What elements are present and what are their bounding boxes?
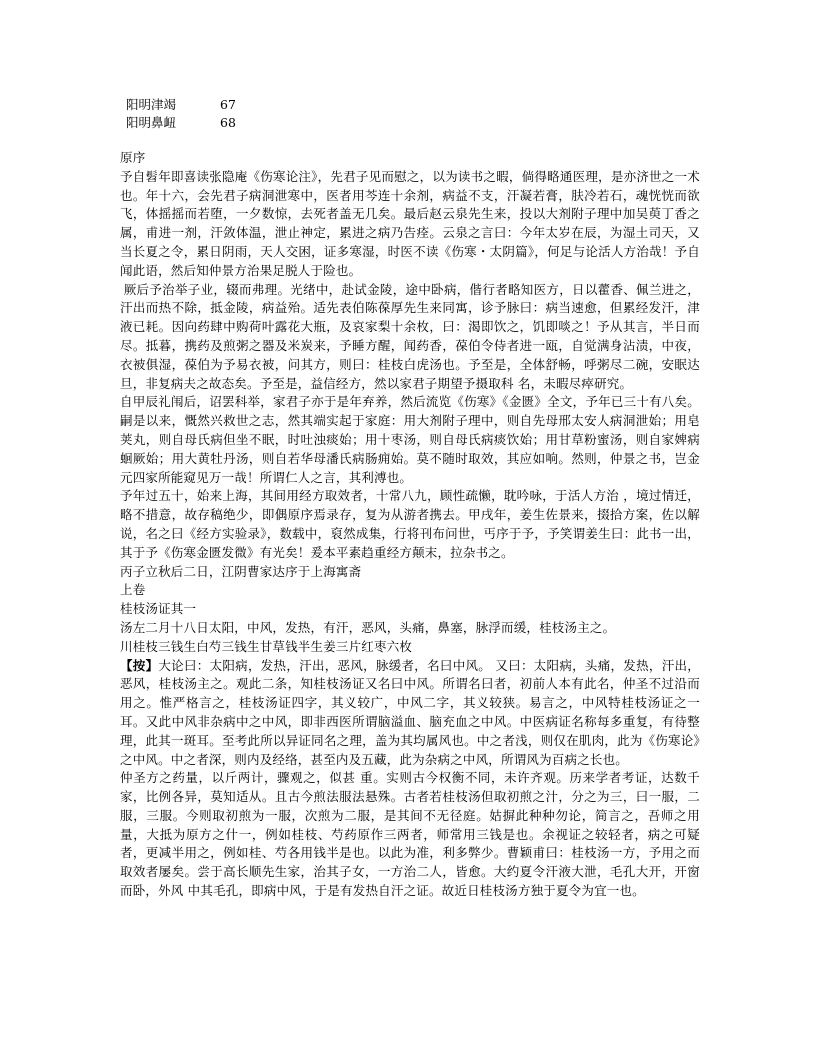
preface-paragraph: 厥后予治举子业，辍而弗理。光绪中，赴试金陵，途中卧病，偕行者略知医方，日以藿香、佩兰进之，汗出而热不除，抵金陵，病益殆。适先表伯陈葆厚先生来同寓，诊予脉曰：病当速愈，但累经发汗，津液已耗。因向药肆中购荷叶露花大瓶，及哀家梨十余枚，曰：渴即饮之，饥即啖之！予从其言，半日而尽。抵暮，携药及煎粥之器及米炭来，予睡方醒，闻药香，葆伯令侍者进一瓯，自觉满身沾渍，中夜，衣被俱湿，葆伯为予易衣被，问其方，则曰：桂枝白虎汤也。予至是，全体舒畅，呼粥尽二碗，安眠达旦，非复病夫之故态矣。予至是，益信经方，然以家君子期望予摄取科 名，未暇尽瘁研究。 (120, 281, 700, 391)
toc-entry-title: 阳明鼻衄 (126, 115, 177, 130)
note-text: 大论曰：太阳病，发热，汗出，恶风，脉缓者，名曰中风。 又曰：太阳病，头痛，发热，汗出，恶风，桂枝汤主之。观此二条，知桂枝汤证又名曰中风。所谓名曰者，初前人本有此名，仲圣不过沿而用之。惟严格言之，桂枝汤证四字，其义较广，中风二字，其义较狭。易言之，中风特桂枝汤证之一耳。又此中风非杂病中之中风，即非西医所谓脑溢血、脑充血之中风。中医病证名称每多重复，有待整理，此其一斑耳。至考此所以异证同名之理，盖为其均属风也。中之者浅，则仅在肌肉，此为《伤寒论》之中风。中之者深，则内及经络，甚至内及五藏，此为杂病之中风，所谓风为百病之长也。 (120, 657, 700, 767)
note-label: 【按】 (120, 657, 159, 673)
toc-entry-page: 68 (220, 115, 236, 130)
toc-entry-title: 阳明津竭 (126, 97, 177, 112)
preface-heading: 原序 (120, 150, 146, 165)
preface-paragraph: 予自髫年即喜读张隐庵《伤寒论注》，先君子见而慰之，以为读书之暇，倘得略通医理，是亦济世之一术也。年十六，会先君子病洞泄寒中，医者用芩连十余剂，病益不支，汗凝若膏，肤冷若石，魂恍恍而欲飞，体摇摇而若堕，一夕数惊，去死者盖无几矣。最后赵云泉先生来，投以大剂附子理中加吴萸丁香之属，甫进一剂，汗敛体温，泄止神定，累进之病乃告痊。云泉之言曰：今年太岁在辰，为湿土司天，又当长夏之令，累日阴雨，天人交困，证多寒湿，时医不读《伤寒・太阴篇》，何足与论活人方治哉！予自闻此语，然后知仲景方治果足脱人于险也。 (120, 168, 700, 278)
toc-entry (120, 96, 700, 114)
preface-signature: 丙子立秋后二日，江阴曹家达序于上海寓斋 (120, 563, 362, 579)
preface-paragraph: 予年过五十，始来上海，其间用经方取效者，十常八九，顾性疏懒，耽吟咏，于活人方治 ，境过情迁，略不措意，故存稿绝少，即偶原序焉录存，复为从游者携去。甲戌年，姜生佐景来，掇拾方案，佐以解说，名之曰《经方实验录》，数载中，裒然成集，行将刊布问世，丐序于予，予笑谓姜生曰：此书一出，其于予《伤寒金匮发微》有光矣！爰本平素趋重经方颠末，拉杂书之。 (120, 488, 700, 560)
spacer (120, 132, 700, 149)
volume-heading: 上卷 (120, 582, 146, 598)
note-paragraph (120, 657, 700, 770)
toc-entry-page: 67 (220, 97, 236, 112)
case-heading: 桂枝汤证其一 (120, 601, 197, 617)
prescription: 川桂枝三钱生白芍三钱生甘草钱半生姜三片红枣六枚 (120, 638, 413, 654)
note-paragraph: 仲圣方之药量，以斤两计，骤观之，似甚 重。实则古今权衡不同，未许齐观。历来学者考证，达数千家，比例各异，莫知适从。且古今煎法服法悬殊。古者若桂枝汤但取初煎之汁，分之为三，曰一服，二服，三服。今则取初煎为一服，次煎为二服，是其间不无径庭。姑摒此种种勿论，简言之，吾师之用量，大抵为原方之什一，例如桂枝、芍药原作三两者，师常用三钱是也。余视证之较轻者，病之可疑者，更减半用之，例如桂、芍各用钱半是也。以此为准，利多弊少。曹颖甫曰：桂枝汤一方，予用之而取效者屡矣。尝于高长顺先生家，治其子女，一方治二人，皆愈。大约夏令汗液大泄，毛孔大开，开窗而卧，外风 中其毛孔，即病中风，于是有发热自汗之证。故近日桂枝汤方独于夏令为宜一也。 (120, 770, 700, 899)
document-page (120, 96, 700, 901)
toc-entry (120, 114, 700, 132)
preface-paragraph: 自甲辰礼闱后，诏罢科举，家君子亦于是年弃养，然后流览《伤寒》《金匮》全文，予年已三十有八矣。嗣是以来，慨然兴救世之志，然其端实起于家庭：用大剂附子理中，则自先母邢太安人病洞泄始；用皂荚丸，则自母氏病但坐不眠，时吐浊痰始；用十枣汤，则自母氏病痰饮始；用甘草粉蜜汤，则自家婢病蛔厥始；用大黄牡丹汤，则自若华母潘氏病肠痈始。莫不随时取效，其应如响。然则，仲景之书，岂金元四家所能窥见万一哉！所谓仁人之言，其利溥也。 (120, 394, 700, 485)
case-text: 汤左二月十八日太阳，中风，发热，有汗，恶风，头痛，鼻塞，脉浮而缓，桂枝汤主之。 (120, 619, 616, 635)
